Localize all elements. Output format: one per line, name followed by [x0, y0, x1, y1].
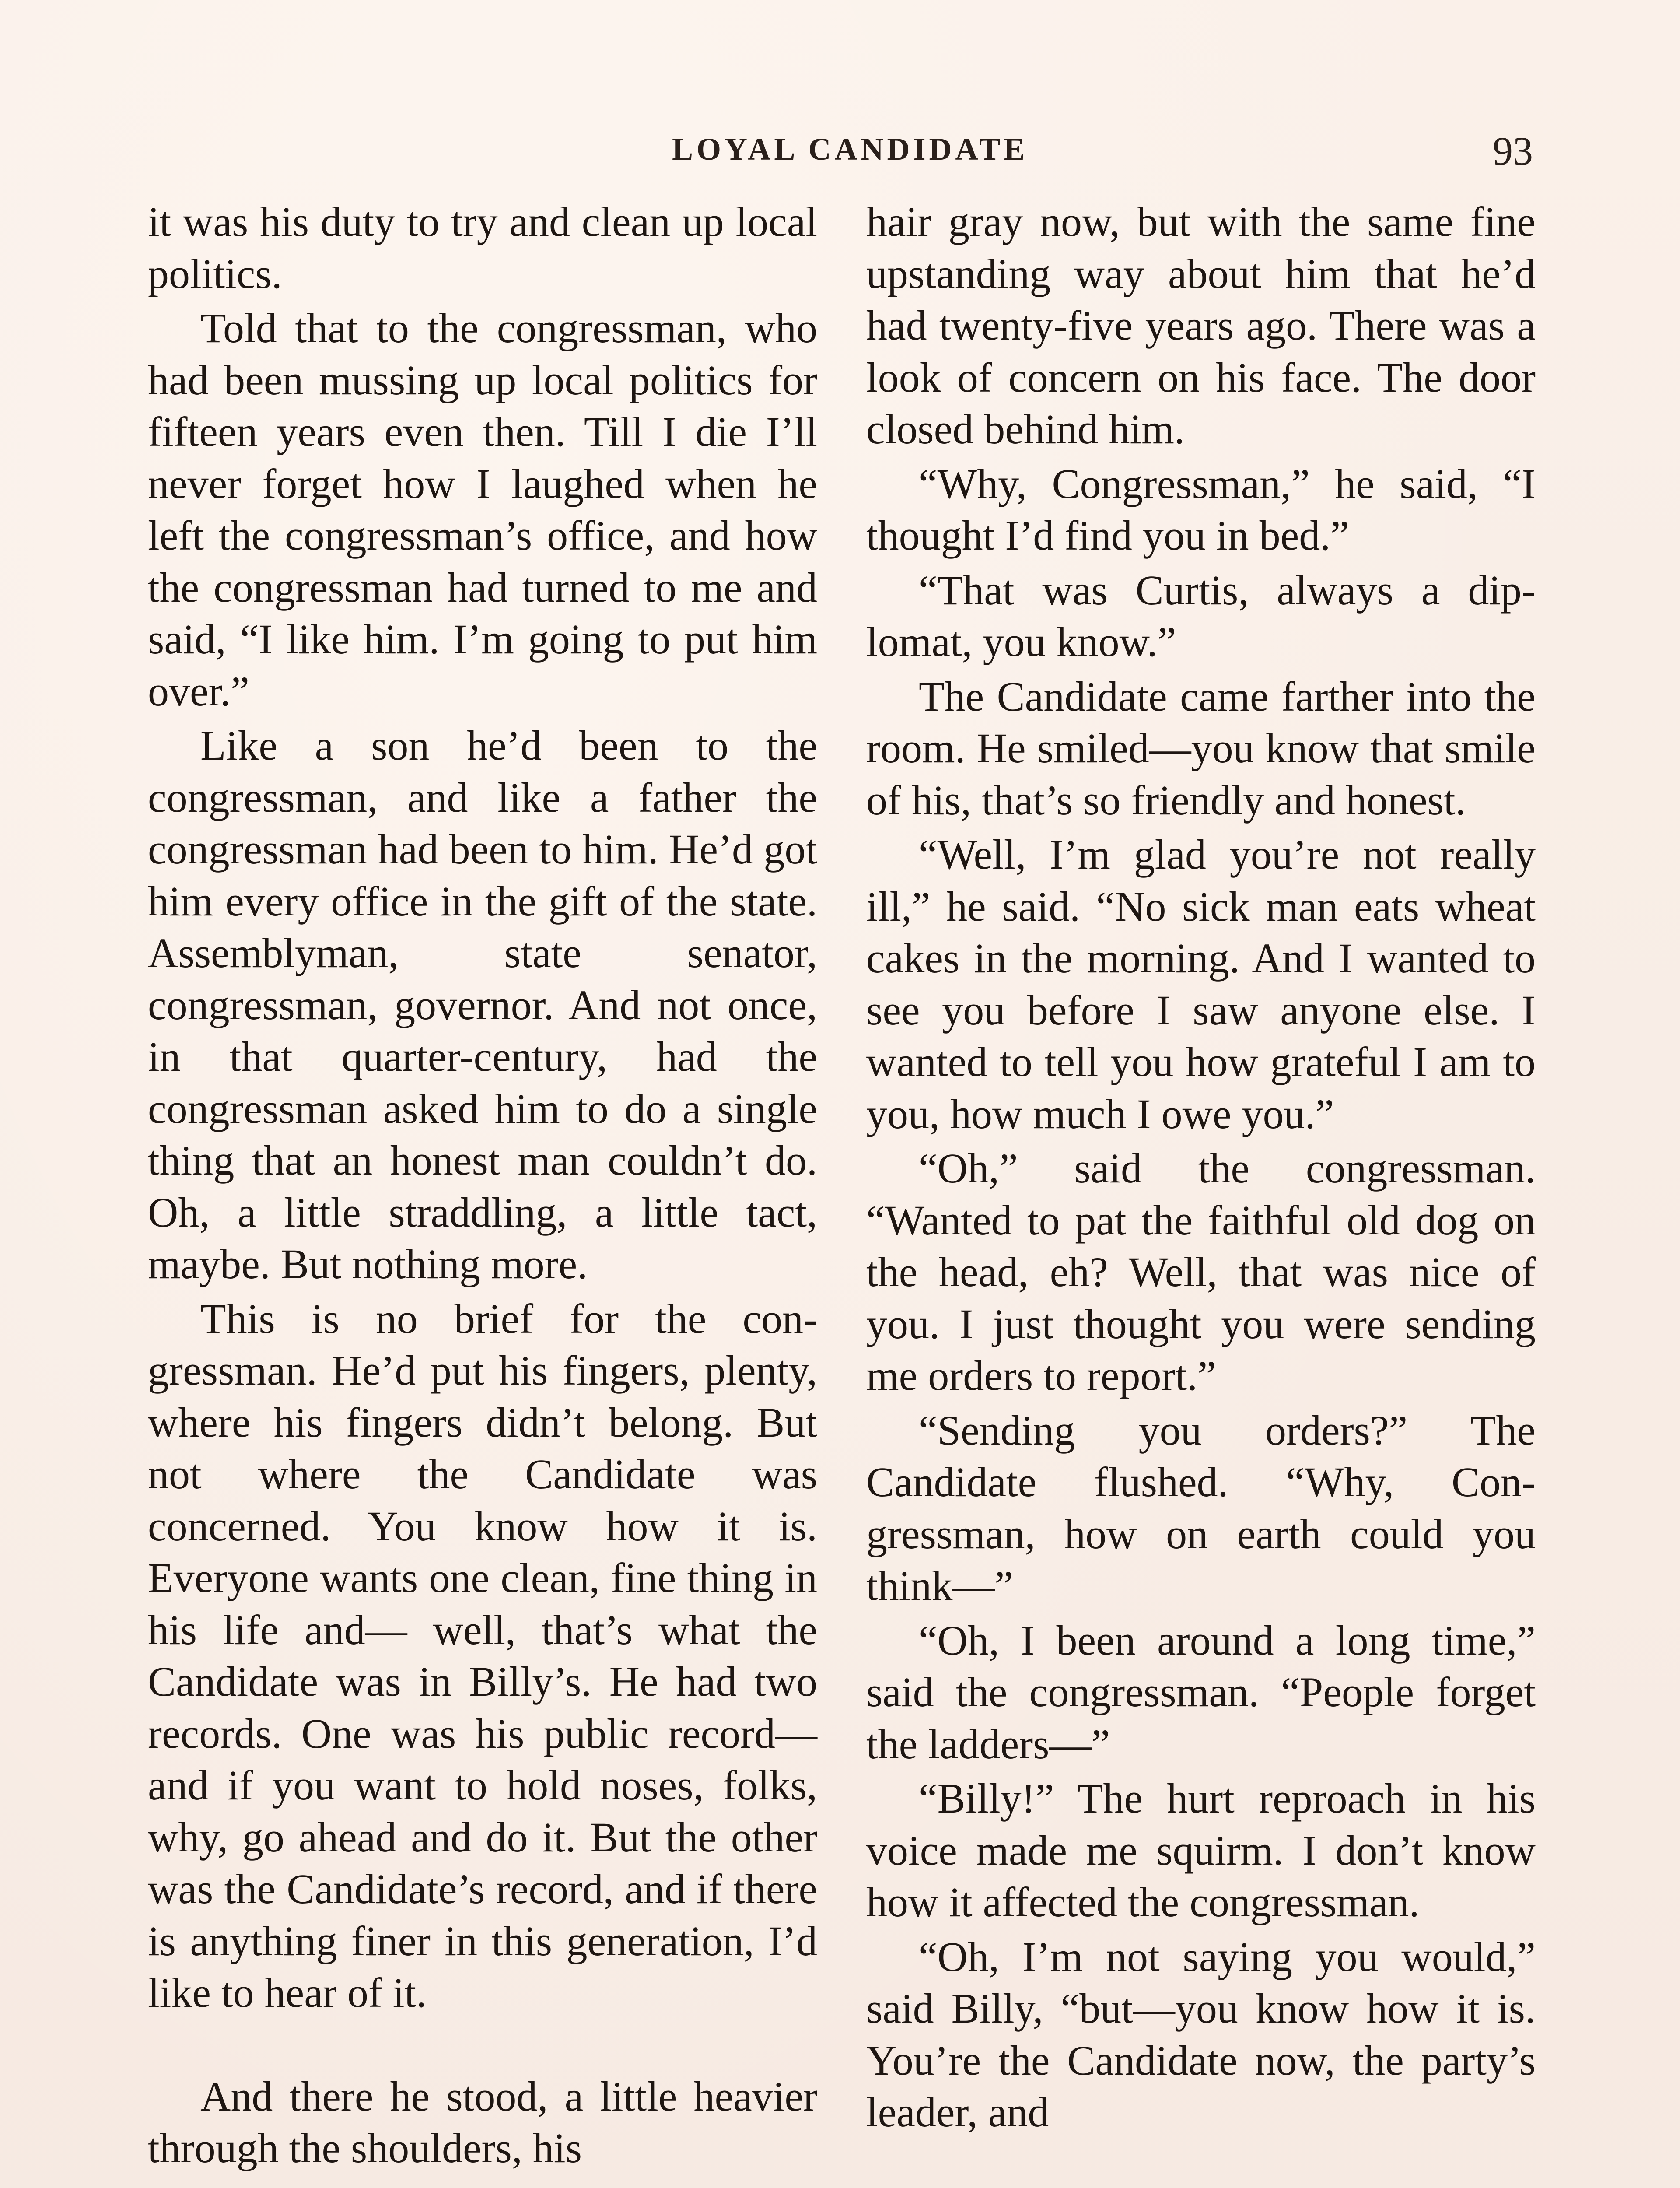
right-paragraph-9: “Billy!” The hurt reproach in his voice made me squirm. I don’t know how it affected the congressman.	[866, 1775, 1536, 1925]
right-paragraph-8: “Oh, I been around a long time,” said the congressman. “People forget the ladders—”	[866, 1616, 1536, 1767]
left-paragraph-1: it was his duty to try and clean up local politics.	[148, 198, 817, 297]
right-paragraph-5: “Well, I’m glad you’re not really ill,” he said. “No sick man eats wheat cakes in the morning. And I wanted to see you before I saw anyone else. I wanted to tell you how grateful I am to you, how much I owe you.”	[866, 831, 1536, 1137]
left-paragraph-5: And there he stood, a little heavier through the shoulders, his	[148, 2072, 817, 2171]
left-paragraph-4: This is no brief for the congressman. He’d put his fingers, plenty, where his fingers didn’t belong. But not where the Candidate was concerned. You know how it is. Everyone wants one clean, fine thing in his life and— well, that’s what the Candidate was in Billy’s. He had two records. One was his public record— and if you want to hold noses, folks, why, go ahead and do it. But the other was the Candidate’s record, and if there is anything finer in this generation, I’d like to hear of it.	[148, 1295, 817, 2016]
running-title: LOYAL CANDIDATE	[672, 132, 1029, 167]
right-paragraph-1: hair gray now, but with the same fine upstanding way about him that he’d had twenty-five years ago. There was a look of concern on his face. The door closed behind him.	[866, 198, 1536, 452]
left-paragraph-2: Told that to the congressman, who had been mussing up local politics for fifteen years even then. Till I die I’ll never forget how I laughed when he left the congressman’s office, and how the congressman had turned to me and said, “I like him. I’m going to put him over.”	[148, 305, 817, 715]
right-paragraph-7: “Sending you orders?” The Candidate flushed. “Why, Congressman, how on earth could you think—”	[866, 1406, 1536, 1609]
right-paragraph-10: “Oh, I’m not saying you would,” said Billy, “but—you know how it is. You’re the Candidate now, the party’s leader, and	[866, 1933, 1536, 2135]
right-paragraph-2: “Why, Congressman,” he said, “I thought I’d find you in bed.”	[866, 460, 1536, 559]
left-text-column	[148, 196, 817, 2174]
left-paragraph-3: Like a son he’d been to the congressman, and like a father the congressman had been to him. He’d got him every office in the gift of the state. Assemblyman, state senator, congressman, governor. And not once, in that quarter-century, had the congressman asked him to do a single thing that an honest man couldn’t do. Oh, a little straddling, a little tact, maybe. But nothing more.	[148, 722, 817, 1287]
page-number: 93	[1493, 129, 1533, 173]
right-text-column	[866, 196, 1536, 2139]
right-paragraph-3: “That was Curtis, always a diplomat, you know.”	[866, 566, 1536, 665]
right-paragraph-6: “Oh,” said the congressman. “Wanted to pat the faithful old dog on the head, eh? Well, that was nice of you. I just thought you were sending me orders to report.”	[866, 1145, 1536, 1399]
right-paragraph-4: The Candidate came farther into the room. He smiled—you know that smile of his, that’s so friendly and honest.	[866, 673, 1536, 824]
